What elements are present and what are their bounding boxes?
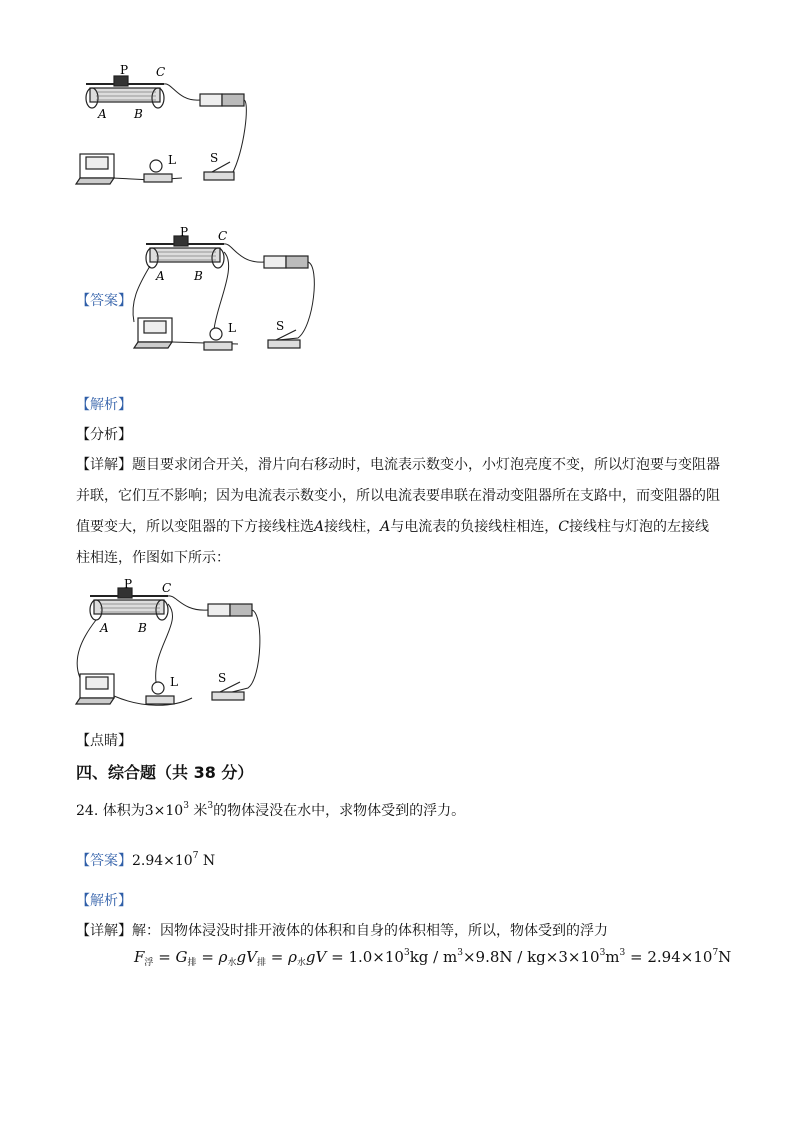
switch	[204, 162, 234, 180]
dianjing-tag: 【点睛】	[76, 733, 132, 749]
rheostat	[146, 236, 224, 268]
wire	[164, 84, 200, 100]
label-P: P	[180, 226, 189, 239]
wire	[212, 100, 246, 178]
answer-24-line: 【答案】$2.94\times 10^7$ N	[76, 851, 216, 869]
label-B: B	[134, 107, 143, 121]
wire	[232, 610, 260, 692]
answer-tag-24: 【答案】	[76, 853, 132, 869]
battery	[208, 604, 252, 616]
battery	[264, 256, 308, 268]
label-A: A	[100, 621, 109, 635]
detail-line-3: 值要变大，所以变阻器的下方接线柱选A接线柱，A与电流表的负接线柱相连，C接线柱与灯泡的左接线	[76, 519, 709, 535]
wire	[77, 620, 96, 678]
label-A: A	[98, 107, 107, 121]
label-S: S	[218, 671, 227, 685]
label-C: C	[218, 229, 228, 243]
label-A: A	[156, 269, 165, 283]
switch	[212, 682, 244, 700]
label-S: S	[210, 151, 219, 165]
wire	[214, 252, 229, 330]
circuit-figure-explanation	[72, 578, 272, 718]
analysis-tag: 【解析】	[76, 397, 132, 413]
ammeter	[76, 154, 114, 184]
detail-line-2: 并联，它们互不影响；因为电流表示数变小，所以电流表要串联在滑动变阻器所在支路中，而变阻器的阻	[76, 488, 720, 504]
detail-line-4: 柱相连，作图如下所示：	[76, 550, 230, 566]
label-P: P	[120, 63, 129, 77]
wire	[224, 244, 264, 262]
buoyancy-formula: $F_浮 = G_排 = \rho_水gV_排 = \rho_水gV = 1.0\times 10^3kg / m^3\times 9.8N / kg\times 3\times 10^3m^3 = 2.94\times 10^7N$	[134, 948, 732, 968]
label-B: B	[138, 621, 147, 635]
label-L: L	[228, 321, 236, 335]
detail-tag: 【详解】	[76, 457, 132, 473]
label-L: L	[168, 153, 176, 167]
label-C: C	[162, 581, 172, 595]
battery	[200, 94, 244, 106]
section-title: 四、综合题（共 38 分）	[76, 763, 254, 782]
circuit-figure-question	[72, 62, 262, 192]
label-C: C	[156, 65, 166, 79]
fenxi-tag: 【分析】	[76, 427, 132, 443]
ammeter	[76, 674, 114, 704]
wire	[133, 266, 150, 322]
label-B: B	[194, 269, 203, 283]
rheostat	[90, 588, 168, 620]
question-24: 24. 体积为$3\times 10^3$ 米$^3$的物体浸没在水中，求物体受到的浮力。	[76, 801, 466, 819]
label-S: S	[276, 319, 285, 333]
answer-tag: 【答案】	[76, 293, 132, 309]
label-P: P	[124, 578, 133, 591]
detail-24-line: 【详解】解：因物体浸没时排开液体的体积和自身的体积相等，所以，物体受到的浮力	[76, 923, 608, 939]
wire	[156, 604, 173, 682]
detail-tag-24: 【详解】	[76, 923, 132, 939]
analysis-tag-24: 【解析】	[76, 893, 132, 909]
rheostat	[86, 76, 164, 108]
label-L: L	[170, 675, 178, 689]
detail-line-1: 【详解】题目要求闭合开关，滑片向右移动时，电流表示数变小，小灯泡亮度不变，所以灯泡要与变阻器	[76, 457, 720, 473]
ammeter	[134, 318, 172, 348]
circuit-figure-answer	[128, 226, 328, 358]
wire	[168, 596, 208, 610]
